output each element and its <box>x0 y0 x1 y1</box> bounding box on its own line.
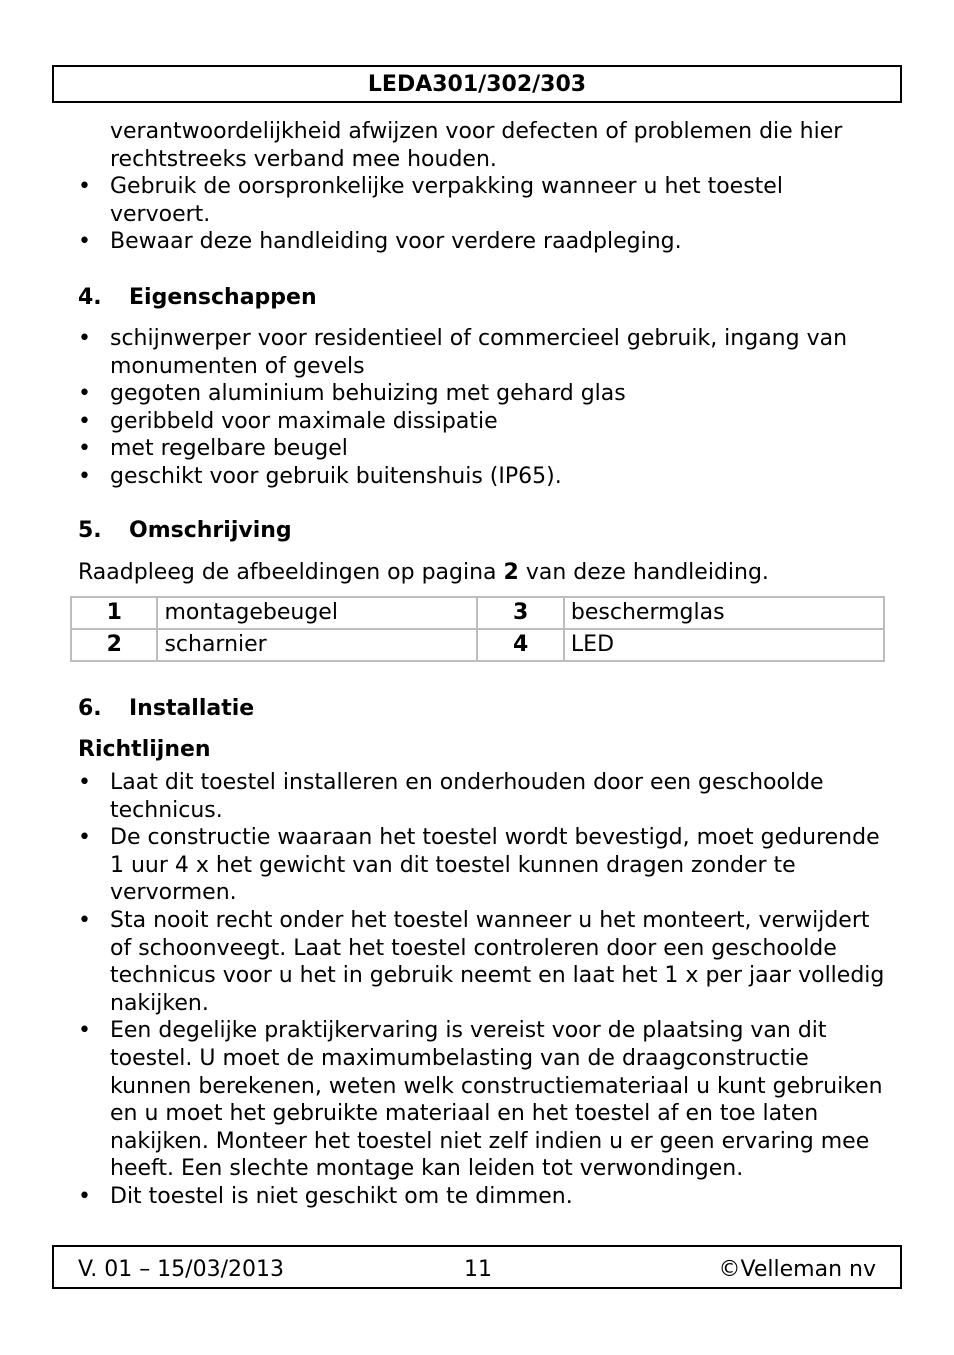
list-item: • Een degelijke praktijkervaring is vereist voor de plaatsing van dit toestel. U moet de maximumbelasting van de draagconstructie kunnen berekenen, weten welk constructiemateriaal u kunt gebruiken en u moet het gebruikte materiaal en het toestel af en toe laten nakijken. Monteer het toestel niet zelf indien u er geen ervaring mee heeft. Een slechte montage kan leiden tot verwondingen. <box>78 1017 888 1183</box>
footer-version: V. 01 – 15/03/2013 <box>78 1257 284 1282</box>
text-segment: van deze handleiding. <box>518 559 769 585</box>
list-item: • schijnwerper voor residentieel of commercieel gebruik, ingang van monumenten of gevels <box>78 325 888 380</box>
section-title: Eigenschappen <box>129 284 317 310</box>
description-text <box>78 559 888 586</box>
page-footer <box>52 1245 902 1289</box>
part-number: 1 <box>71 597 157 629</box>
list-item: • De constructie waaraan het toestel wordt bevestigd, moet gedurende 1 uur 4 x het gewicht van dit toestel kunnen dragen zonder te vervormen. <box>78 824 888 907</box>
header-title: LEDA301/302/303 <box>367 72 587 97</box>
intro-continuation: verantwoordelijkheid afwijzen voor defecten of problemen die hier rechtstreeks verband mee houden. <box>110 119 843 172</box>
part-name: LED <box>564 629 884 661</box>
footer-page-number: 11 <box>464 1257 492 1282</box>
section-heading-5 <box>78 517 888 544</box>
section-number: 6. <box>78 696 102 721</box>
page-header <box>52 65 902 103</box>
section-heading-4 <box>78 284 888 311</box>
section-title: Omschrijving <box>129 517 292 543</box>
guidelines-list <box>78 769 888 1211</box>
part-number: 2 <box>71 629 157 661</box>
table-row <box>71 597 884 629</box>
list-item: • geschikt voor gebruik buitenshuis (IP65). <box>78 463 888 491</box>
features-list <box>78 325 888 491</box>
section-number: 4. <box>78 284 102 310</box>
list-item: • gegoten aluminium behuizing met gehard glas <box>78 380 888 408</box>
subsection-heading: Richtlijnen <box>78 737 211 762</box>
part-name: montagebeugel <box>157 597 477 629</box>
page-content <box>78 118 888 586</box>
footer-copyright: ©Velleman nv <box>718 1257 876 1282</box>
part-number: 3 <box>477 597 563 629</box>
part-name: beschermglas <box>564 597 884 629</box>
parts-table <box>70 596 885 662</box>
list-item: • met regelbare beugel <box>78 435 888 463</box>
part-number: 4 <box>477 629 563 661</box>
list-item: • Laat dit toestel installeren en onderhouden door een geschoolde technicus. <box>78 769 888 824</box>
section-title: Installatie <box>129 696 255 721</box>
section-heading-6 <box>78 695 888 722</box>
list-item: • Gebruik de oorspronkelijke verpakking wanneer u het toestel vervoert. <box>78 173 888 228</box>
section-number: 5. <box>78 517 102 543</box>
list-item: • Dit toestel is niet geschikt om te dimmen. <box>78 1183 888 1211</box>
table-row <box>71 629 884 661</box>
installation-section <box>78 695 888 1211</box>
part-name: scharnier <box>157 629 477 661</box>
list-item: • Bewaar deze handleiding voor verdere raadpleging. <box>78 228 888 256</box>
page-reference: 2 <box>503 559 519 585</box>
text-segment: Raadpleeg de afbeeldingen op pagina <box>78 559 504 585</box>
list-item: • geribbeld voor maximale dissipatie <box>78 408 888 436</box>
list-item: • Sta nooit recht onder het toestel wanneer u het monteert, verwijdert of schoonveegt. Laat het toestel controleren door een geschoolde technicus voor u het in gebruik neemt en laat het 1 x per jaar volledig nakijken. <box>78 907 888 1017</box>
intro-list <box>78 173 888 256</box>
